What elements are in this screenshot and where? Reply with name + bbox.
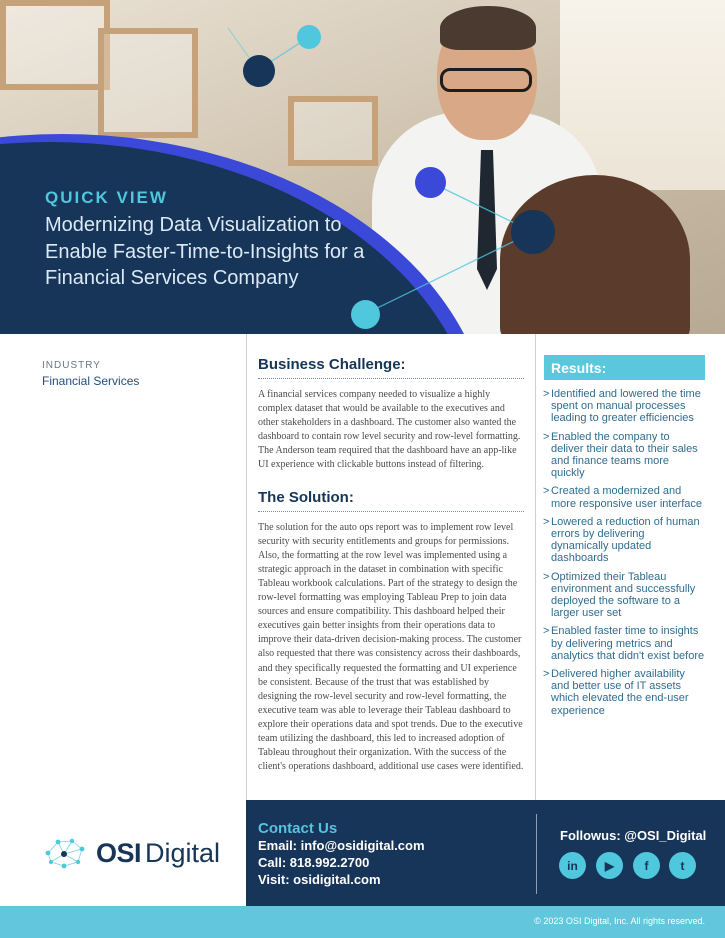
contact-divider (536, 814, 537, 894)
contact-phone[interactable]: Call: 818.992.2700 (258, 855, 370, 870)
follow-us-label: Followus: @OSI_Digital (560, 828, 707, 843)
results-panel (544, 355, 705, 723)
chevron-right-icon: > (543, 570, 550, 583)
page-title: Modernizing Data Visualization to Enable Faster-Time-to-Insights for a Financial Services Company (45, 214, 365, 289)
linkedin-icon[interactable]: in (559, 852, 586, 879)
logo-wordmark-digital: Digital (145, 837, 221, 868)
industry-value: Financial Services (42, 374, 140, 388)
network-node (351, 300, 380, 329)
list-item: > Optimized their Tableau environment and successfully deployed the software to a larger user set (543, 570, 696, 620)
youtube-icon[interactable]: ▶ (596, 852, 623, 879)
industry-label: INDUSTRY (42, 360, 101, 371)
chevron-right-icon: > (543, 668, 550, 681)
list-item: > Identified and lowered the time spent on manual processes leading to greater efficiencies (543, 388, 701, 425)
column-divider (535, 334, 536, 800)
chevron-right-icon: > (543, 388, 550, 400)
copyright-text: © 2023 OSI Digital, Inc. All rights reserved. (534, 916, 705, 926)
chevron-right-icon: > (543, 430, 550, 443)
business-challenge-heading: Business Challenge: (258, 356, 524, 379)
network-node (297, 25, 321, 49)
chevron-right-icon: > (543, 485, 550, 498)
facebook-icon[interactable]: f (633, 852, 660, 879)
results-heading: Results: (544, 355, 705, 380)
list-item: > Enabled faster time to insights by delivering metrics and analytics that didn't exist before (543, 625, 705, 662)
solution-text: The solution for the auto ops report was to implement row level security with security entitlements and groups for permissions. Also, the formatting at the row level was implemented using a strategic approach in the dataset in combination with specific Tableau workbook calculations. Part of the strategy to design the row-level formatting was employing Tableau Prep to join data sources and ensure compatibility. This dashboard helped their executives gain better insights from their operations data to improve their data-driven decision-making process. The customer also requested that there was consistency across their dashboards, and they specifically requested the formatting and UI experience be consistent. Because of the trust that was established by designing the row-level security and row-level formatting, the executive team was able to leverage their Tableau dashboard to explore their operations data and spot trends. Due to the executive team utilizing the dashboard, this led to increased adoption of Tableau throughout their organization. With the success of the client's operations dashboard, additional use cases were identified. (258, 521, 524, 773)
network-node (415, 167, 446, 198)
hero-banner (0, 0, 725, 334)
osi-digital-logo[interactable] (42, 836, 220, 870)
business-challenge-text: A financial services company needed to visualize a highly complex dataset that would be available to the executives and other stakeholders in a dashboard. The customer also wanted the dashboard to contain row level security and row-level formatting. The Anderson team required that the dashboard have an app-like UI experience with clickable buttons instead of filtering. (258, 389, 521, 471)
solution-heading: The Solution: (258, 489, 524, 512)
list-item: > Created a modernized and more responsive user interface (543, 485, 703, 510)
chevron-right-icon: > (543, 515, 550, 528)
list-item: > Lowered a reduction of human errors by delivering dynamically updated dashboards (543, 515, 700, 565)
logo-wordmark-osi: OSI (96, 837, 142, 868)
list-item: > Delivered higher availability and better use of IT assets which elevated the end-user experience (543, 668, 689, 717)
contact-panel (246, 800, 725, 906)
contact-website-link[interactable]: Visit: osidigital.com (258, 872, 381, 887)
list-item: > Enabled the company to deliver their data to their sales and finance teams more quickly (543, 430, 698, 480)
network-node (243, 55, 275, 87)
column-divider (246, 334, 247, 800)
network-node (511, 210, 555, 254)
results-list (544, 388, 705, 717)
twitter-icon[interactable]: t (669, 852, 696, 879)
main-content (258, 356, 524, 774)
quick-view-label: QUICK VIEW (45, 188, 168, 207)
copyright-bar (0, 906, 725, 938)
network-globe-icon (42, 836, 88, 870)
chevron-right-icon: > (543, 625, 550, 638)
contact-email-link[interactable]: Email: info@osidigital.com (258, 838, 425, 853)
contact-heading: Contact Us (258, 820, 338, 837)
